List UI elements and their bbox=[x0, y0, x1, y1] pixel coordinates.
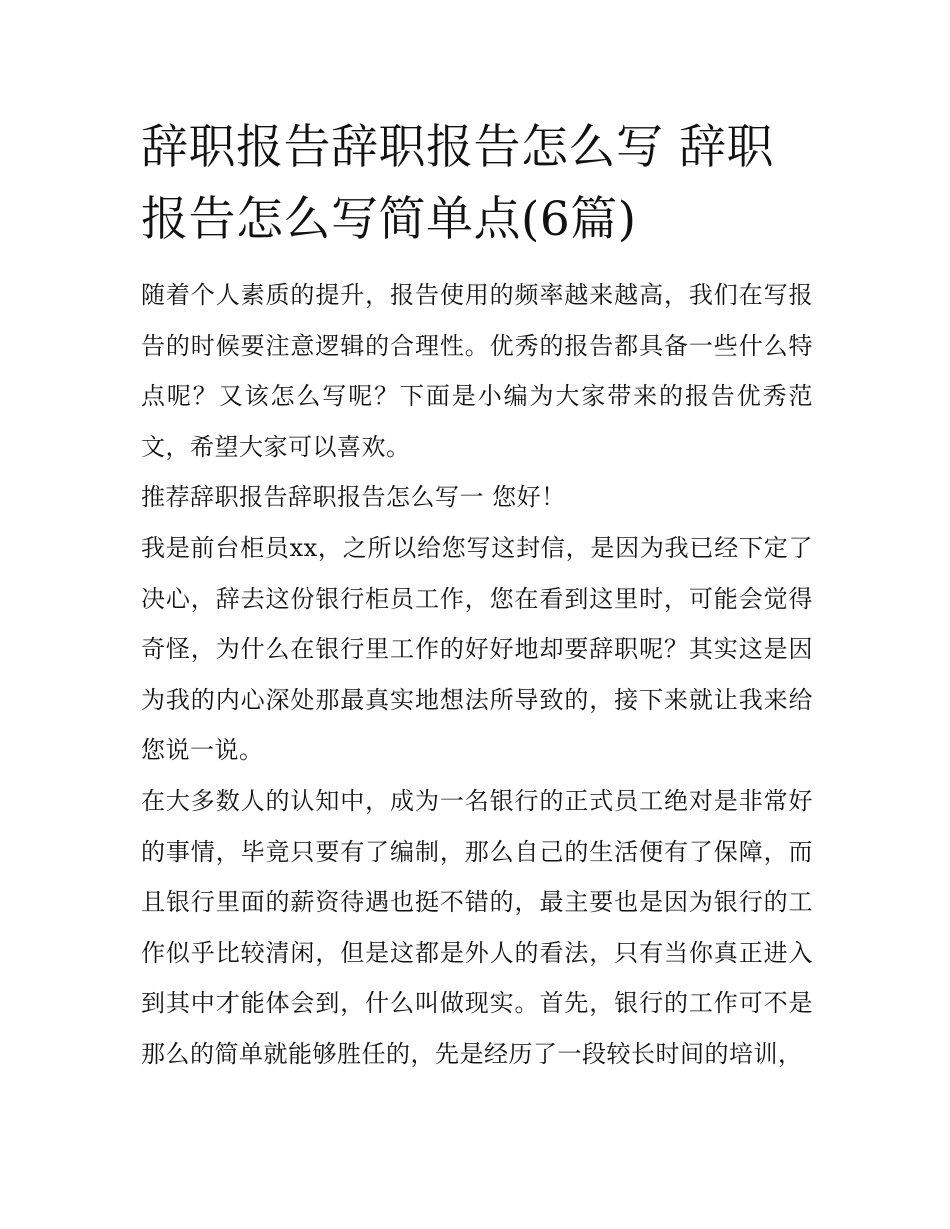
paragraph-body-1: 我是前台柜员xx，之所以给您写这封信，是因为我已经下定了决心，辞去这份银行柜员工作，您在看到这里时，可能会觉得奇怪，为什么在银行里工作的好好地却要辞职呢？其实这是因为我的内心深处那最真实地想法所导致的，接下来就让我来给您说一说。 bbox=[141, 533, 813, 765]
paragraph-body-2: 在大多数人的认知中，成为一名银行的正式员工绝对是非常好的事情，毕竟只要有了编制，那么自己的生活便有了保障，而且银行里面的薪资待遇也挺不错的，最主要也是因为银行的工作似乎比较清闲，但是这都是外人的看法，只有当你真正进入到其中才能体会到，什么叫做现实。首先，银行的工作可不是那么的简单就能够胜任的，先是经历了一段较长时间的培训， bbox=[141, 786, 813, 1068]
paragraph-intro: 随着个人素质的提升，报告使用的频率越来越高，我们在写报告的时候要注意逻辑的合理性。优秀的报告都具备一些什么特点呢？又该怎么写呢？下面是小编为大家带来的报告优秀范文，希望大家可以喜欢。 bbox=[141, 281, 813, 461]
document-title: 辞职报告辞职报告怎么写 辞职报告怎么写简单点(6篇) bbox=[141, 120, 774, 247]
paragraph-heading-greeting: 推荐辞职报告辞职报告怎么写一 您好！ bbox=[141, 483, 566, 512]
document-body bbox=[141, 112, 813, 1080]
